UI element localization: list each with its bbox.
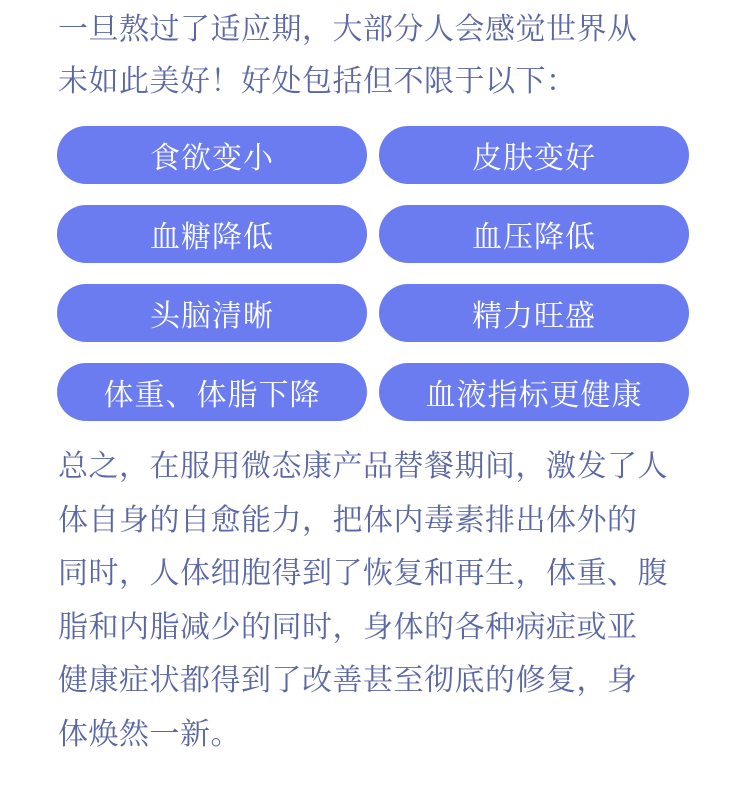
summary-line: 体焕然一新。 (58, 716, 241, 752)
benefits-grid (57, 126, 689, 421)
benefit-pill: 体重、体脂下降 (57, 363, 367, 421)
intro-paragraph (58, 4, 698, 108)
intro-line: 未如此美好！好处包括但不限于以下： (58, 64, 577, 99)
benefit-pill: 血糖降低 (57, 205, 367, 263)
benefit-pill: 头脑清晰 (57, 284, 367, 342)
benefit-pill: 食欲变小 (57, 126, 367, 184)
summary-line: 总之，在服用微态康产品替餐期间，激发了人 (58, 449, 668, 484)
summary-line: 同时，人体细胞得到了恢复和再生，体重、腹 (58, 556, 668, 591)
summary-paragraph (58, 440, 698, 761)
benefit-pill: 精力旺盛 (379, 284, 689, 342)
benefit-pill: 血液指标更健康 (379, 363, 689, 421)
benefit-pill: 血压降低 (379, 205, 689, 263)
summary-line: 健康症状都得到了改善甚至彻底的修复，身 (58, 663, 638, 698)
benefit-pill: 皮肤变好 (379, 126, 689, 184)
summary-line: 脂和内脂减少的同时，身体的各种病症或亚 (58, 609, 638, 645)
summary-line: 体自身的自愈能力，把体内毒素排出体外的 (58, 502, 638, 538)
intro-line: 一旦熬过了适应期，大部分人会感觉世界从 (58, 12, 638, 47)
